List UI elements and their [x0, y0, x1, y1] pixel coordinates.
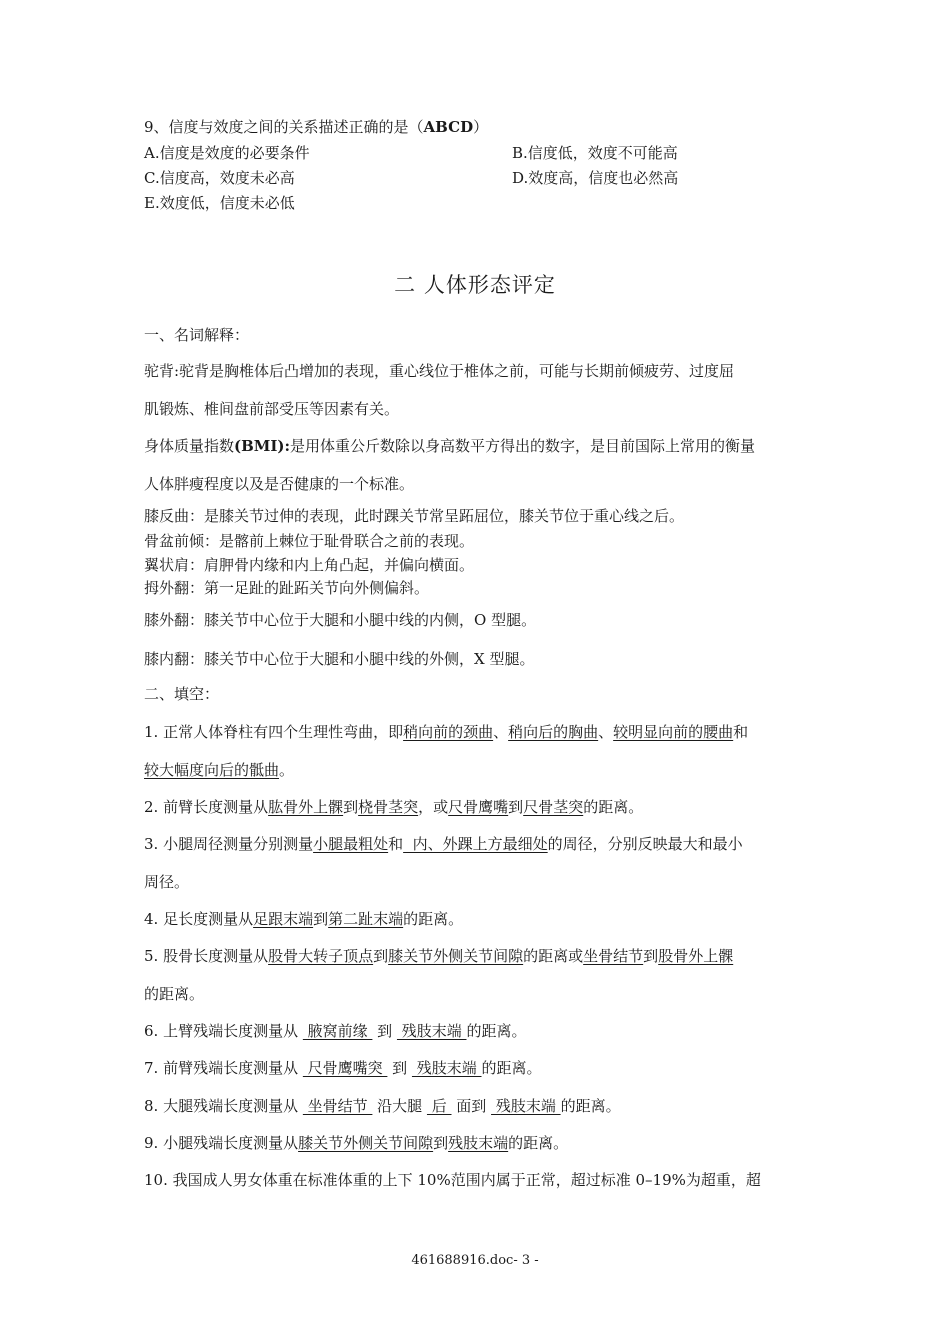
- q1-sep: 、: [598, 723, 614, 741]
- q5-text: 5. 股骨长度测量从: [144, 947, 269, 965]
- def-bmi-line1: [144, 436, 755, 456]
- q6-end: 的距离。: [466, 1022, 527, 1040]
- q9-fill-text: 9. 小腿残端长度测量从: [144, 1134, 299, 1152]
- q3-answer-2: 内、外踝上方最细处: [403, 835, 548, 853]
- fill-q1-line2: [144, 760, 294, 780]
- q8-sep: 沿大腿: [372, 1097, 427, 1115]
- part1-heading: 一、名词解释：: [144, 326, 250, 344]
- fill-q1-line1: [144, 722, 748, 742]
- q9-option-a: A.信度是效度的必要条件: [144, 144, 310, 162]
- q3-answer-1: 小腿最粗处: [313, 835, 389, 853]
- q2-end: 的距离。: [583, 798, 644, 816]
- fill-q4: [144, 909, 463, 929]
- q1-answer-3: 较明显向前的腰曲: [613, 723, 734, 741]
- q5-sep: 到: [643, 947, 659, 965]
- q1-text: 1. 正常人体脊柱有四个生理性弯曲，即: [144, 723, 404, 741]
- q2-answer-3: 尺骨鹰嘴: [448, 798, 509, 816]
- def-yizhuangjian: 翼状肩：肩胛骨内缘和内上角凸起，并偏向横面。: [144, 556, 475, 574]
- section-title: 二 人体形态评定: [394, 273, 556, 297]
- q4-end: 的距离。: [403, 910, 464, 928]
- q7-text: 7. 前臂残端长度测量从: [144, 1059, 303, 1077]
- def-bmi-abbr: (BMI):: [234, 437, 291, 455]
- q7-sep: 到: [387, 1059, 412, 1077]
- q9-fill-answer-1: 膝关节外侧关节间隙: [298, 1134, 434, 1152]
- q8-end: 的距离。: [560, 1097, 621, 1115]
- q4-text: 4. 足长度测量从: [144, 910, 254, 928]
- q2-sep: 到: [508, 798, 524, 816]
- fill-q3-line1: [144, 834, 743, 854]
- q7-answer-2: 残肢末端: [411, 1059, 482, 1077]
- def-bmi-term: 身体质量指数: [144, 437, 235, 455]
- def-gupenqianqing: 骨盆前倾：是髂前上棘位于耻骨联合之前的表现。: [144, 532, 475, 550]
- q5-answer-2: 膝关节外侧关节间隙: [388, 947, 524, 965]
- q9-fill-sep: 到: [433, 1134, 449, 1152]
- def-xiwaifan: 膝外翻：膝关节中心位于大腿和小腿中线的内侧，O 型腿。: [144, 611, 537, 629]
- q1-answer-4: 较大幅度向后的骶曲: [144, 761, 280, 779]
- q5-answer-1: 股骨大转子顶点: [268, 947, 374, 965]
- fill-q3-line2: 周径。: [144, 873, 190, 891]
- q1-answer-1: 稍向前的颈曲: [403, 723, 494, 741]
- def-bmi-line2: 人体胖瘦程度以及是否健康的一个标准。: [144, 475, 415, 493]
- q7-end: 的距离。: [481, 1059, 542, 1077]
- q9-option-b: B.信度低，效度不可能高: [512, 144, 678, 162]
- q6-sep: 到: [372, 1022, 397, 1040]
- q3-text-2: 的周径，分别反映最大和最小: [547, 835, 743, 853]
- q5-sep: 的距离或: [523, 947, 584, 965]
- q2-answer-1: 肱骨外上髁: [268, 798, 344, 816]
- q2-answer-2: 桡骨茎突: [358, 798, 419, 816]
- q4-answer-1: 足跟末端: [253, 910, 314, 928]
- q9-answer: ABCD: [423, 118, 474, 136]
- q2-sep: 到: [343, 798, 359, 816]
- fill-q5-line1: [144, 946, 733, 966]
- def-muwaifan: 拇外翻：第一足趾的趾跖关节向外侧偏斜。: [144, 579, 430, 597]
- q9-fill-answer-2: 残肢末端: [448, 1134, 509, 1152]
- q5-sep: 到: [373, 947, 389, 965]
- q9-options-row1: [144, 143, 678, 163]
- q9-options-row2: [144, 168, 679, 188]
- def-bmi-text: 是用体重公斤数除以身高数平方得出的数字，是目前国际上常用的衡量: [290, 437, 756, 455]
- q2-text: 2. 前臂长度测量从: [144, 798, 269, 816]
- fill-q6: [144, 1021, 527, 1041]
- q8-answer-1: 坐骨结节: [302, 1097, 373, 1115]
- def-xifanqu: 膝反曲：是膝关节过伸的表现，此时踝关节常呈跖屈位，膝关节位于重心线之后。: [144, 507, 685, 525]
- fill-q8: [144, 1096, 621, 1116]
- q7-answer-1: 尺骨鹰嘴突: [302, 1059, 388, 1077]
- q2-sep: ，或: [418, 798, 449, 816]
- q3-sep: 和: [388, 835, 404, 853]
- q1-sep: 和: [733, 723, 749, 741]
- part2-heading: 二、填空：: [144, 685, 220, 703]
- q1-answer-2: 稍向后的胸曲: [508, 723, 599, 741]
- q6-text: 6. 上臂残端长度测量从: [144, 1022, 303, 1040]
- q6-answer-1: 腋窝前缘: [302, 1022, 373, 1040]
- fill-q5-line2: 的距离。: [144, 985, 205, 1003]
- q4-answer-2: 第二趾末端: [328, 910, 404, 928]
- q1-sep: 、: [493, 723, 509, 741]
- q9-stem-close: ）: [473, 118, 489, 136]
- q4-sep: 到: [313, 910, 329, 928]
- q8-text: 8. 大腿残端长度测量从: [144, 1097, 303, 1115]
- q8-answer-2: 后: [426, 1097, 452, 1115]
- q3-text: 3. 小腿周径测量分别测量: [144, 835, 314, 853]
- q9-option-e: E.效度低，信度未必低: [144, 194, 295, 212]
- fill-q2: [144, 797, 643, 817]
- q9-option-d: D.效度高，信度也必然高: [512, 169, 679, 187]
- q5-answer-3: 坐骨结节: [583, 947, 644, 965]
- q9-option-c: C.信度高，效度未必高: [144, 169, 295, 187]
- fill-q9: [144, 1133, 568, 1153]
- q2-answer-4: 尺骨茎突: [523, 798, 584, 816]
- q1-end: 。: [279, 761, 295, 779]
- q8-answer-3: 残肢末端: [491, 1097, 561, 1115]
- q9-stem: [144, 117, 488, 137]
- fill-q7: [144, 1058, 542, 1078]
- def-tuobei-line2: 肌锻炼、椎间盘前部受压等因素有关。: [144, 400, 400, 418]
- fill-q10: 10. 我国成人男女体重在标准体重的上下 10%范围内属于正常，超过标准 0–19%为超重，超: [144, 1171, 761, 1189]
- q9-fill-end: 的距离。: [508, 1134, 569, 1152]
- page-footer: 461688916.doc- 3 -: [411, 1253, 539, 1268]
- def-tuobei-line1: 驼背:驼背是胸椎体后凸增加的表现，重心线位于椎体之前，可能与长期前倾疲劳、过度屈: [144, 362, 735, 380]
- q5-answer-4: 股骨外上髁: [658, 947, 734, 965]
- def-xineifan: 膝内翻：膝关节中心位于大腿和小腿中线的外侧，X 型腿。: [144, 650, 535, 668]
- q9-stem-text: 9、信度与效度之间的关系描述正确的是（: [144, 118, 424, 136]
- q8-sep: 面到: [451, 1097, 492, 1115]
- q6-answer-2: 残肢末端: [396, 1022, 467, 1040]
